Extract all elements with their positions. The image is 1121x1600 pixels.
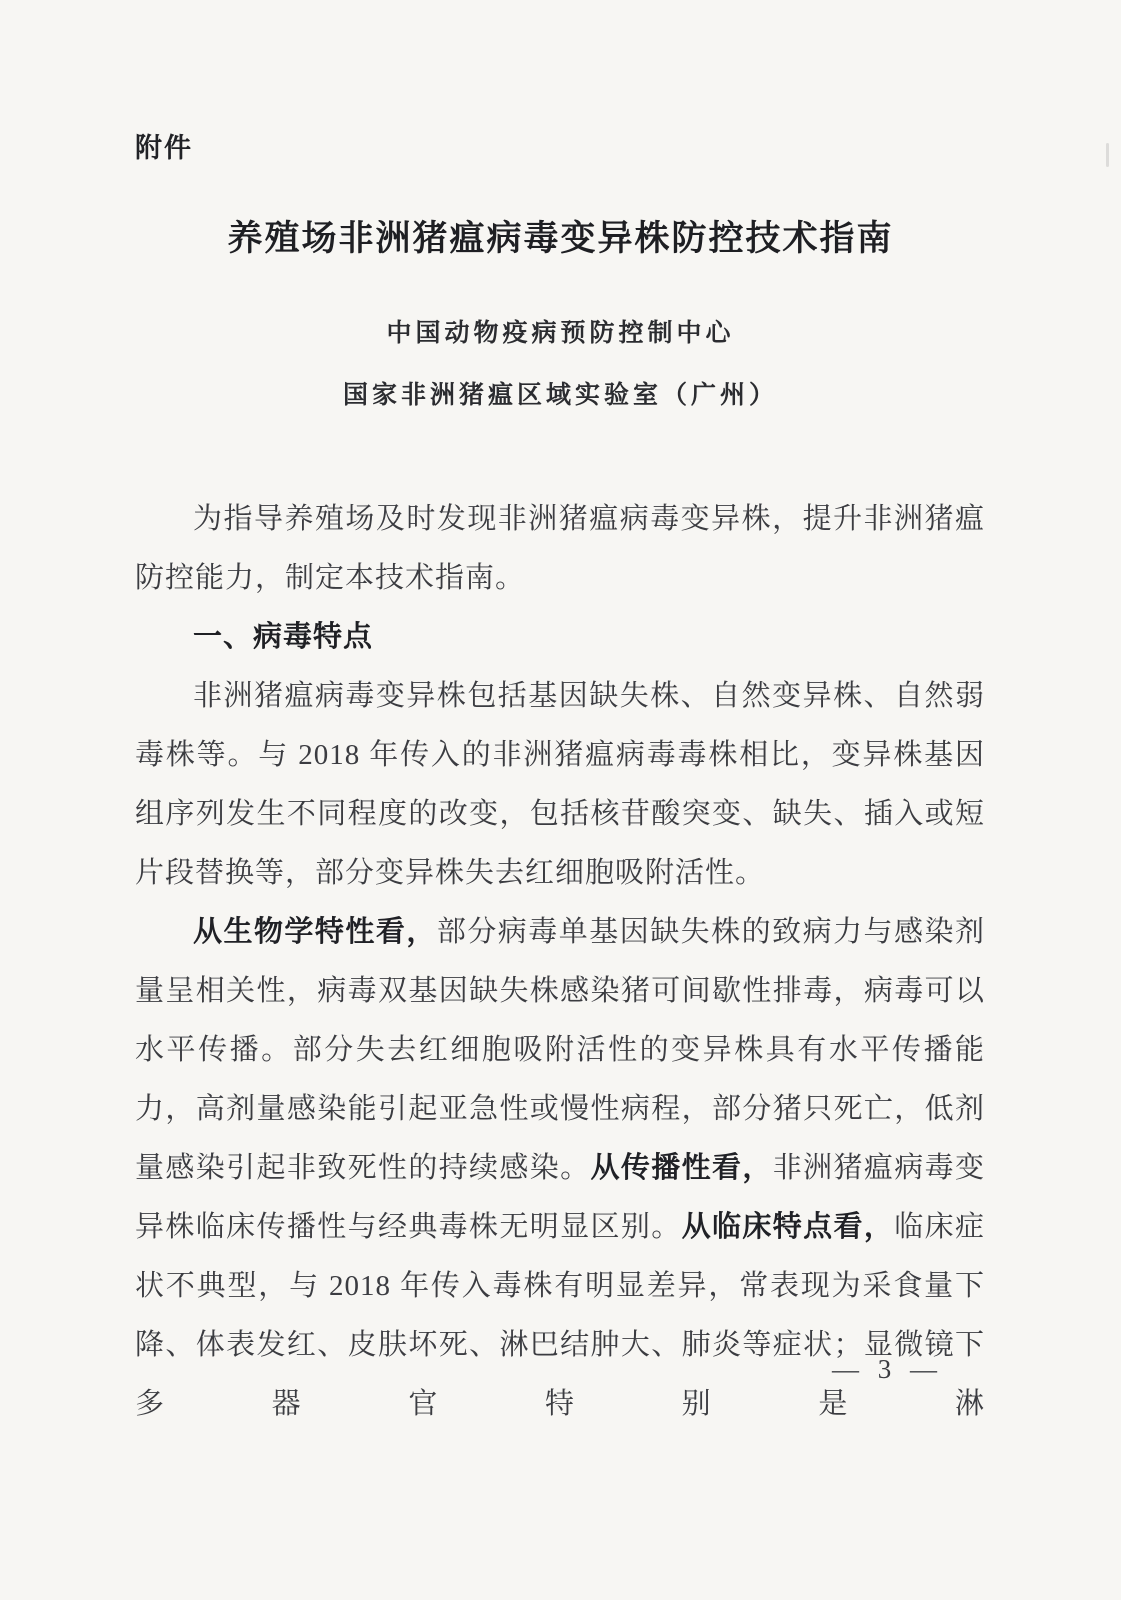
paragraph-intro: 为指导养殖场及时发现非洲猪瘟病毒变异株，提升非洲猪瘟防控能力，制定本技术指南。 xyxy=(135,503,985,594)
document-body xyxy=(135,490,985,1434)
document-title: 养殖场非洲猪瘟病毒变异株防控技术指南 xyxy=(227,219,894,258)
scan-artifact-line xyxy=(1106,143,1109,167)
text-run-biological-traits: 部分病毒单基因缺失株的致病力与感染剂量呈相关性，病毒双基因缺失株感染猪可间歇性排毒，病毒可以水平传播。部分失去红细胞吸附活性的变异株具有水平传播能力，高剂量感染能引起亚急性或慢性病程，部分猪只死亡，低剂量感染引起非致死性的持续感染。 xyxy=(135,916,985,1184)
organization-line-2: 国家非洲猪瘟区域实验室（广州） xyxy=(342,382,778,409)
attachment-label: 附件 xyxy=(135,133,193,163)
bold-run-clinical-features: 从临床特点看， xyxy=(681,1211,895,1243)
paragraph-virus-overview: 非洲猪瘟病毒变异株包括基因缺失株、自然变异株、自然弱毒株等。与 2018 年传入的非洲猪瘟病毒毒株相比，变异株基因组序列发生不同程度的改变，包括核苷酸突变、缺失、插入或短片段替换等，部分变异株失去红细胞吸附活性。 xyxy=(135,680,985,889)
text-run-transmissibility: 非洲猪瘟病毒变异株临床传播性与经典毒株无明显区别。 xyxy=(135,1152,985,1243)
bold-run-biological-traits: 从生物学特性看， xyxy=(193,916,437,948)
section-heading-virus-features: 一、病毒特点 xyxy=(193,621,374,653)
bold-run-transmissibility: 从传播性看， xyxy=(590,1152,773,1184)
page-number: — 3 — xyxy=(832,1354,943,1384)
text-run-clinical-features: 临床症状不典型，与 2018 年传入毒株有明显差异，常表现为采食量下降、体表发红、皮肤坏死、淋巴结肿大、肺炎等症状；显微镜下多器官特别是淋 xyxy=(135,1211,985,1420)
organization-line-1: 中国动物疫病预防控制中心 xyxy=(386,320,735,347)
